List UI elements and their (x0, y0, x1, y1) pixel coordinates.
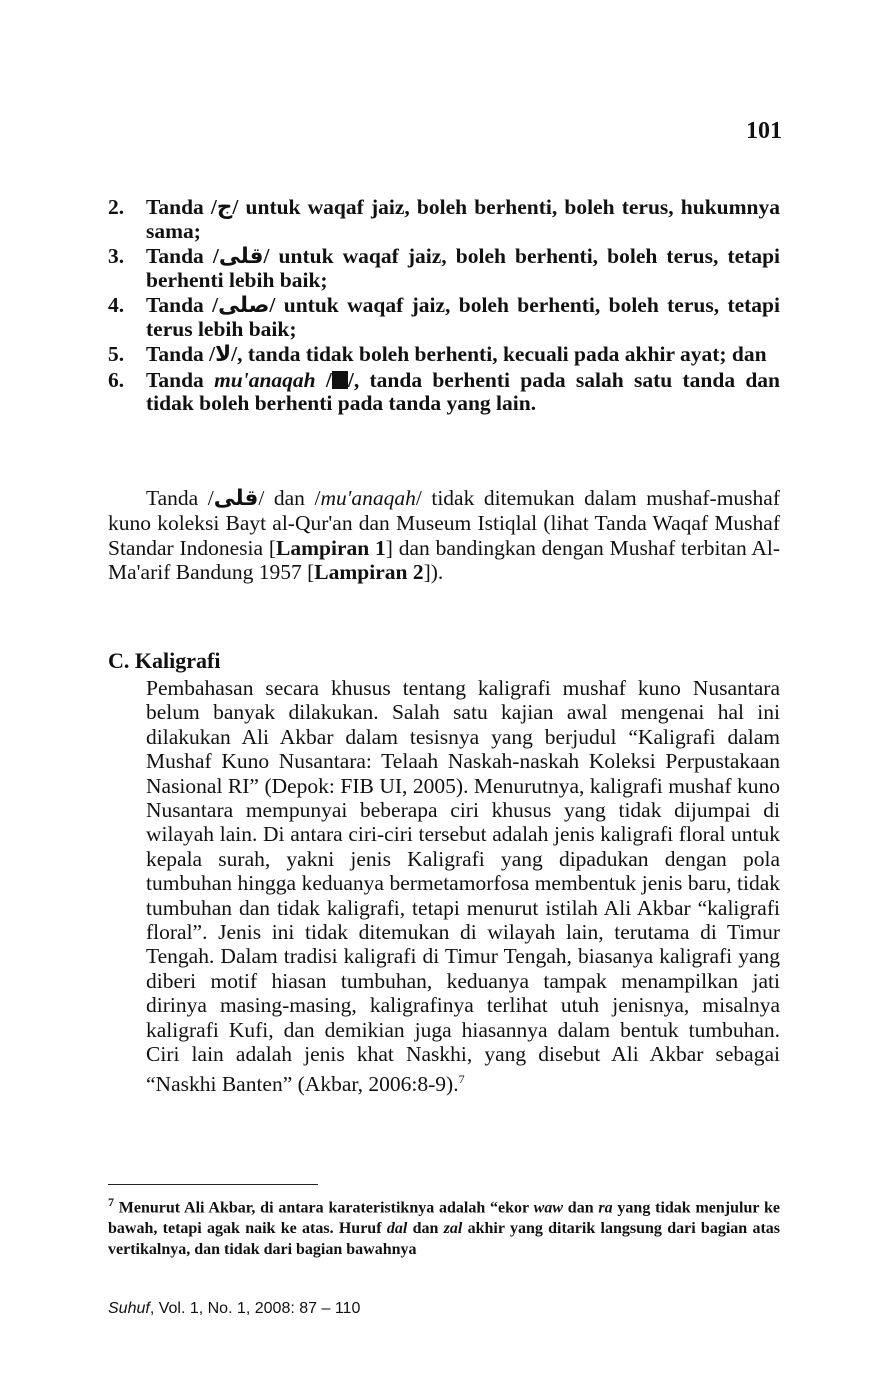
list-item-text: Tanda (146, 367, 215, 392)
list-item-text: /, tanda tidak boleh berhenti, kecuali pada akhir ayat; dan (231, 342, 767, 366)
section-heading: C. Kaligrafi (108, 648, 221, 673)
paragraph-kaligrafi: Pembahasan secara khusus tentang kaligrafi mushaf kuno Nusantara belum banyak dilakukan. Salah satu kajian awal mengenai hal ini dilakukan Ali Akbar dalam tesisnya yang berjudul “Kaligrafi dalam Mushaf Kuno Nusantara: Telaah Naskah-naskah Koleksi Perpustakaan Nasional RI” (Depok: FIB UI, 2005). Menurutnya, kaligrafi mushaf kuno Nusantara mempunyai beberapa ciri khusus yang tidak dijumpai di wilayah lain. Di antara ciri-ciri tersebut adalah jenis kaligrafi floral untuk kepala surah, yakni jenis Kaligrafi yang dipadukan dengan pola tumbuhan hingga keduanya bermetamorfosa membentuk jenis baru, tidak tumbuhan dan tidak kaligrafi, tetapi menurut istilah Ali Akbar “kaligrafi floral”. Jenis ini tidak ditemukan di wilayah lain, terutama di Timur Tengah. Dalam tradisi kaligrafi di Timur Tengah, biasanya kaligrafi yang diberi motif hiasan tumbuhan, keduanya tampak menampilkan jati dirinya masing-masing, kaligrafinya terlihat utuh jenisnya, misalnya kaligrafi Kufi, dan demikian juga hiasannya dalam bentuk tumbuhan. Ciri lain adalah jenis khat Naskhi, yang disebut Ali Akbar sebagai “Naskhi Banten” (Akbar, 2006:8-9).$^7$ (146, 676, 780, 1096)
list-item-text: / untuk waqaf jaiz, boleh berhenti, boleh terus, tetapi terus lebih baik; (146, 293, 780, 341)
list-item-italic: mu'anaqah (214, 367, 316, 392)
list-item-text: Tanda / (146, 293, 219, 317)
waqaf-mark: ج (216, 195, 233, 220)
waqaf-sign-list (108, 196, 780, 418)
list-item-text: /, tanda berhenti pada salah satu tanda dan tidak boleh berhenti pada tanda yang lain. (146, 367, 781, 415)
page-number: 101 (746, 118, 782, 144)
running-footer (108, 1300, 360, 1318)
list-item-number: 2. (108, 195, 125, 219)
list-item (108, 196, 780, 243)
footer-citation: , Vol. 1, No. 1, 2008: 87 – 110 (149, 1300, 361, 1317)
list-item (108, 369, 780, 416)
paragraph-waqaf-note: Tanda /قلى/ dan /mu'anaqah/ tidak ditemukan dalam mushaf-mushaf kuno koleksi Bayt al-Qur'an dan Museum Istiqlal (lihat Tanda Waqaf Mushaf Standar Indonesia [Lampiran 1] dan bandingkan dengan Mushaf terbitan Al-Ma'arif Bandung 1957 [Lampiran 2]). (108, 486, 781, 584)
list-item-number: 4. (108, 293, 125, 317)
list-item-text: / (315, 367, 332, 392)
footnote-divider (108, 1184, 318, 1185)
footnote-number: 7 (108, 1195, 114, 1209)
footnote: $^7$ Menurut Ali Akbar, di antara karateristiknya adalah “ekor waw dan ra yang tidak menjulur ke bawah, tetapi agak naik ke atas. Huruf dal dan zal akhir yang ditarik langsung dari bagian atas vertikalnya, dan tidak dari bagian bawahnya (108, 1195, 781, 1259)
list-item (108, 245, 780, 292)
waqaf-mark: صلى (218, 293, 270, 318)
list-item-number: 6. (108, 367, 125, 392)
list-item (108, 343, 780, 367)
journal-name: Suhuf (108, 1300, 150, 1317)
list-item-text: Tanda / (146, 195, 217, 219)
waqaf-mark: قلى (218, 244, 264, 269)
waqaf-mark: لا (215, 342, 232, 367)
list-item-number: 3. (108, 244, 125, 268)
list-item-text: Tanda / (146, 342, 216, 366)
footnote-reference: 7 (458, 1071, 465, 1086)
list-item-number: 5. (108, 342, 125, 366)
muanaqah-mark-icon (332, 371, 348, 389)
waqaf-mark: قلى (213, 486, 259, 511)
list-item (108, 294, 780, 341)
list-item-text: / untuk waqaf jaiz, boleh berhenti, boleh terus, hukumnya sama; (146, 195, 780, 243)
list-item-text: / untuk waqaf jaiz, boleh berhenti, boleh terus, tetapi berhenti lebih baik; (146, 244, 780, 292)
list-item-text: Tanda / (146, 244, 219, 268)
